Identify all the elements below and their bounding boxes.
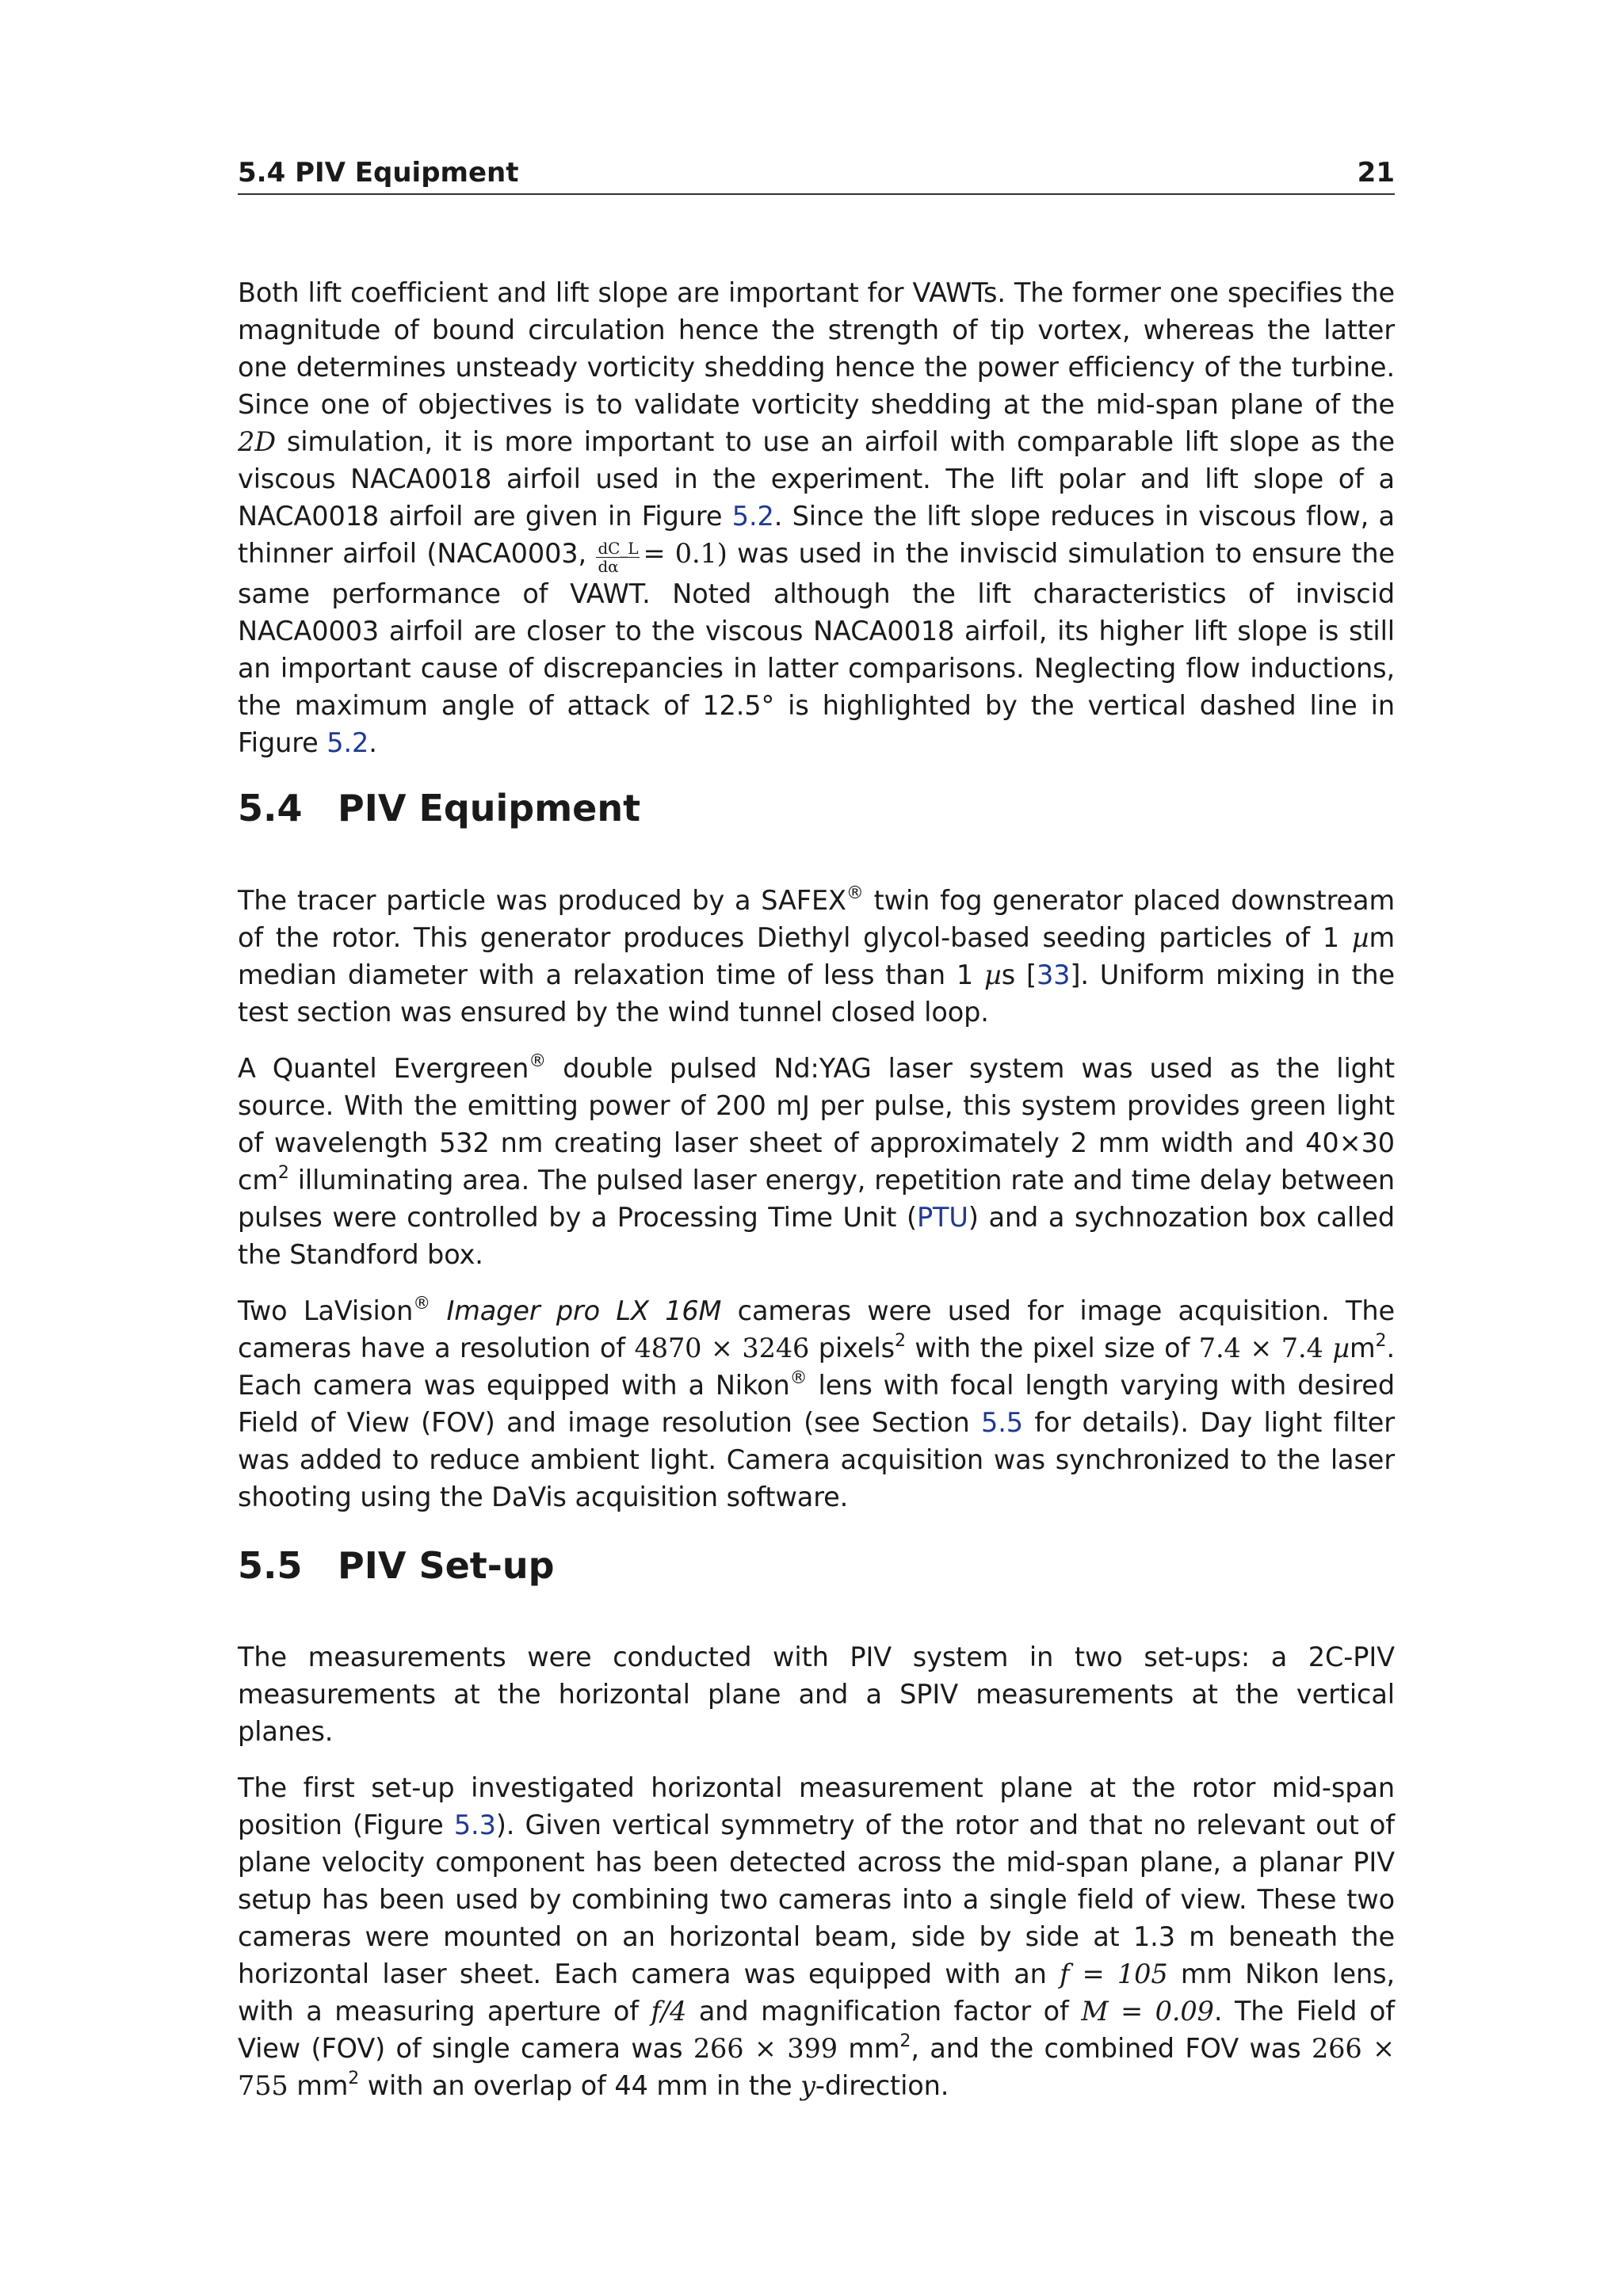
section-5-4-heading-block <box>238 784 1395 832</box>
section-heading <box>238 1542 1395 1589</box>
text-run: pixels <box>809 1333 895 1363</box>
section-link[interactable]: 5.5 <box>981 1407 1023 1438</box>
text-run: The measurements were conducted with PIV system in two set-ups: a 2C-PIV measurements at the horizontal plane and a SPIV measurements at the vertical planes. <box>238 1642 1395 1747</box>
text-run: was used in the inviscid simulation to ensure the same performance of VAWT. Noted although the lift characteristics of inviscid NACA0003 airfoil are closer to the viscous NACA0018 airfoil, its higher lift slope is still an important cause of discrepancies in latter comparisons. Neglecting flow inductions, the maximum angle of attack of 12.5° is highlighted by the vertical dashed line in Figure <box>238 538 1396 758</box>
text-run: simulation, it is more important to use an airfoil with comparable lift slope as the viscous NACA0018 airfoil used in the experiment. The lift polar and lift slope of a NACA0018 airfoil are given in Figure <box>238 426 1395 532</box>
paragraph-tracer <box>238 882 1395 1031</box>
text-run: and magnification factor of <box>686 1996 1082 2027</box>
text-run: lens with focal length varying with desired Field of View (FOV) and image resolution (see Section <box>238 1370 1395 1438</box>
text-run: m median diameter with a relaxation time of less than 1 <box>238 922 1395 990</box>
math-focal-length: f = 105 <box>1060 1958 1168 1989</box>
text-run: for details). Day light filter was added to reduce ambient light. Camera acquisition was synchronized to the laser shooting using the DaVis acquisition software. <box>238 1407 1395 1512</box>
registered-mark: ® <box>789 1368 808 1388</box>
text-run: illuminating area. The pulsed laser energy, repetition rate and time delay between pulses were controlled by a Processing Time Unit ( <box>238 1165 1395 1233</box>
math-fov-combined: 266 × 755 <box>238 2033 1395 2101</box>
fraction-dcl-dalpha <box>596 540 640 575</box>
text-run: mm <box>837 2033 900 2064</box>
text-run: Two LaVision <box>238 1295 414 1326</box>
text-run: double pulsed Nd:YAG laser system was used as the light source. With the emitting power of 200 mJ per pulse, this system provides green light of wavelength 532 nm creating laser sheet of approximately 2 mm width and 40×30 cm <box>238 1053 1395 1196</box>
text-run: ]. Uniform mixing in the test section was ensured by the wind tunnel closed loop. <box>238 959 1395 1028</box>
citation-link[interactable]: 33 <box>1036 959 1071 990</box>
registered-mark: ® <box>529 1051 547 1071</box>
paragraph-setups <box>238 1638 1395 1750</box>
text-run: ). Given vertical symmetry of the rotor and that no relevant out of plane velocity component has been detected across the mid-span plane, a planar PIV setup has been used by combining two cameras into a single field of view. These two cameras were mounted on an horizontal beam, side by side at 1.3 m beneath the horizontal laser sheet. Each camera was equipped with an <box>238 1810 1395 1989</box>
math-magnification: M = 0.09 <box>1081 1996 1214 2027</box>
text-run: with the pixel size of <box>905 1333 1199 1363</box>
section-heading <box>238 784 1395 832</box>
glossary-link[interactable]: PTU <box>916 1202 968 1233</box>
text-run: with an overlap of 44 mm in the <box>359 2070 801 2101</box>
math-aperture: f/4 <box>651 1996 687 2027</box>
registered-mark: ® <box>413 1294 431 1314</box>
section-title: PIV Equipment <box>338 787 641 830</box>
text-run: . <box>369 727 377 758</box>
figure-link[interactable]: 5.2 <box>731 501 774 532</box>
text-run: ) and a sychnozation box called the Standford box. <box>238 1202 1395 1270</box>
math-2d: 2D <box>238 426 276 457</box>
paragraph-cameras <box>238 1292 1395 1516</box>
text-run: Both lift coefficient and lift slope are important for VAWTs. The former one specifies the magnitude of bound circulation hence the strength of tip vortex, whereas the latter one determines unsteady vorticity shedding hence the power efficiency of the turbine. Since one of objectives is to validate vorticity shedding at the mid-span plane of the <box>238 277 1395 420</box>
section-5-5-body <box>238 1638 1395 2104</box>
superscript: 2 <box>348 2069 360 2088</box>
paragraph-laser <box>238 1050 1395 1273</box>
registered-mark: ® <box>846 883 864 903</box>
section-number: 5.5 <box>238 1544 303 1587</box>
paragraph-first-setup <box>238 1769 1395 2104</box>
math-value: = 0.1) <box>643 538 727 569</box>
section-5-5-heading-block <box>238 1542 1395 1589</box>
math-mu: µ <box>984 959 1002 990</box>
text-run: cameras were used for image acquisition. The cameras have a resolution of <box>238 1295 1395 1363</box>
text-run: . Each camera was equipped with a Nikon <box>238 1333 1395 1401</box>
section-title: PIV Set-up <box>338 1544 555 1587</box>
math-mu: µ <box>1332 1333 1350 1363</box>
text-run: . The Field of View (FOV) of single camera was <box>238 1996 1395 2064</box>
running-title: 5.4 PIV Equipment <box>238 157 519 189</box>
section-5-4-body <box>238 882 1395 1516</box>
fraction-numerator: dC_L <box>598 539 639 558</box>
text-run: , and the combined FOV was <box>911 2033 1312 2064</box>
superscript: 2 <box>899 2031 911 2051</box>
camera-model: Imager pro LX 16M <box>446 1295 722 1326</box>
text-run: m <box>1349 1333 1376 1363</box>
math-fov-single: 266 × 399 <box>693 2033 838 2064</box>
text-run: The first set-up investigated horizontal measurement plane at the rotor mid-span position (Figure <box>238 1772 1395 1840</box>
running-header <box>238 155 1395 195</box>
superscript: 2 <box>894 1331 906 1351</box>
text-run: mm <box>288 2070 349 2101</box>
text-run: . Since the lift slope reduces in viscous flow, a thinner airfoil (NACA0003, <box>238 501 1395 569</box>
section-number: 5.4 <box>238 787 303 830</box>
figure-link[interactable]: 5.3 <box>453 1810 496 1840</box>
text-run: A Quantel Evergreen <box>238 1053 529 1084</box>
intro-paragraph <box>238 274 1395 761</box>
page-number: 21 <box>1357 157 1395 189</box>
text-run: s [ <box>1001 959 1037 990</box>
math-pixel-size: 7.4 × 7.4 <box>1198 1333 1323 1363</box>
text-run: -direction. <box>815 2070 949 2101</box>
fraction-denominator: dα <box>598 557 619 576</box>
superscript: 2 <box>277 1163 289 1183</box>
superscript: 2 <box>1375 1331 1387 1351</box>
math-mu: µ <box>1351 922 1369 953</box>
math-resolution: 4870 × 3246 <box>634 1333 810 1363</box>
text-run: twin fog generator placed downstream of the rotor. This generator produces Diethyl glycol-based seeding particles of 1 <box>238 885 1396 953</box>
figure-link[interactable]: 5.2 <box>327 727 369 758</box>
text-run: mm Nikon lens, with a measuring aperture of <box>238 1958 1396 2027</box>
math-y: y <box>800 2070 815 2101</box>
intro-block <box>238 274 1395 761</box>
text-run: The tracer particle was produced by a SAFEX <box>238 885 846 916</box>
